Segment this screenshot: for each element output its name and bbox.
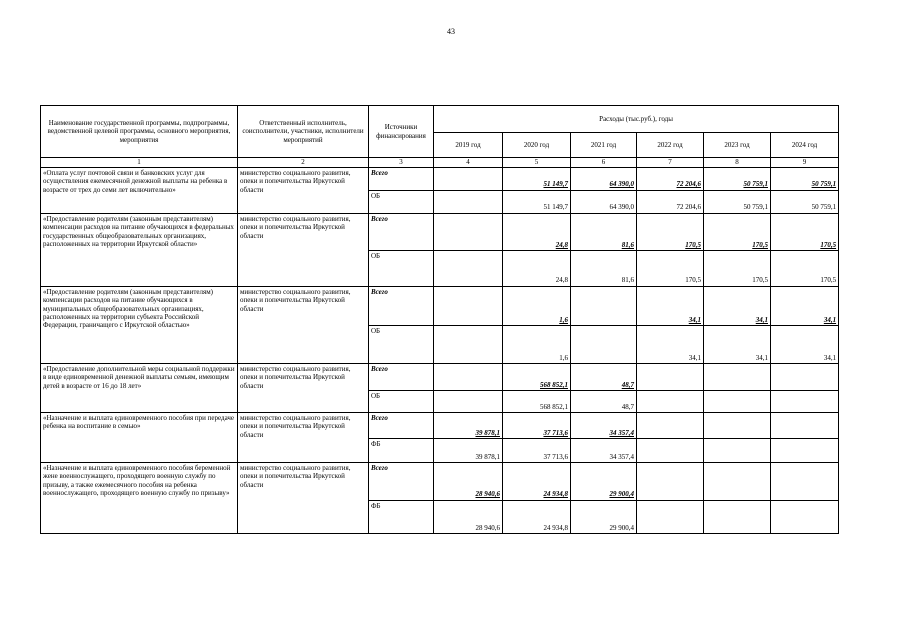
total-value-cell	[771, 462, 839, 500]
source-value-cell	[637, 500, 704, 534]
source-value-cell: 39 878,1	[434, 438, 503, 462]
source-value-cell: 24 934,8	[503, 500, 571, 534]
header-year: 2024 год	[771, 133, 839, 158]
source-value-cell: 64 390,0	[571, 190, 637, 213]
source-value-cell: 170,5	[771, 251, 839, 286]
total-value-cell: 34,1	[637, 286, 704, 326]
total-value-cell	[434, 363, 503, 390]
source-value-cell: 1,6	[503, 326, 571, 364]
executor-cell: министерство социального развития, опеки и попечительства Иркутской области	[238, 213, 369, 286]
total-value-cell	[434, 213, 503, 251]
source-label-cell: ФБ	[369, 500, 434, 534]
column-number: 3	[369, 158, 434, 168]
source-label-cell: ОБ	[369, 326, 434, 364]
column-number: 6	[571, 158, 637, 168]
source-value-cell: 50 759,1	[704, 190, 771, 213]
source-value-cell: 37 713,6	[503, 438, 571, 462]
source-value-cell	[771, 391, 839, 413]
source-label-cell: ОБ	[369, 190, 434, 213]
total-value-cell: 34 357,4	[571, 412, 637, 438]
source-value-cell: 24,8	[503, 251, 571, 286]
source-value-cell	[434, 326, 503, 364]
total-value-cell	[637, 412, 704, 438]
total-value-cell: 50 759,1	[704, 167, 771, 190]
total-value-cell: 28 940,6	[434, 462, 503, 500]
source-value-cell	[704, 391, 771, 413]
source-value-cell: 34,1	[704, 326, 771, 364]
total-value-cell: 24,8	[503, 213, 571, 251]
table-row	[41, 213, 839, 251]
source-value-cell: 170,5	[637, 251, 704, 286]
source-value-cell	[434, 391, 503, 413]
column-number: 1	[41, 158, 238, 168]
source-value-cell: 48,7	[571, 391, 637, 413]
total-value-cell: 170,5	[771, 213, 839, 251]
header-year: 2020 год	[503, 133, 571, 158]
table-row	[41, 286, 839, 326]
executor-cell: министерство социального развития, опеки и попечительства Иркутской области	[238, 412, 369, 462]
total-value-cell: 37 713,6	[503, 412, 571, 438]
source-value-cell	[434, 190, 503, 213]
total-value-cell: 29 900,4	[571, 462, 637, 500]
source-value-cell: 34 357,4	[571, 438, 637, 462]
total-value-cell: 81,6	[571, 213, 637, 251]
source-value-cell: 72 204,6	[637, 190, 704, 213]
total-label-cell: Всего	[369, 213, 434, 251]
program-name-cell: «Предоставление родителям (законным представителям) компенсации расходов на питание обучающихся в муниципальных общеобразовательных организациях, расположенных на территории субъекта Российской Федерации, граничащего с Иркутской областью»	[41, 286, 238, 363]
source-value-cell: 34,1	[771, 326, 839, 364]
total-value-cell	[571, 286, 637, 326]
total-value-cell	[771, 412, 839, 438]
source-value-cell: 170,5	[704, 251, 771, 286]
source-value-cell	[637, 391, 704, 413]
table-row	[41, 167, 839, 190]
executor-cell: министерство социального развития, опеки и попечительства Иркутской области	[238, 167, 369, 213]
total-value-cell: 24 934,8	[503, 462, 571, 500]
total-value-cell	[637, 462, 704, 500]
source-value-cell: 28 940,6	[434, 500, 503, 534]
header-year: 2019 год	[434, 133, 503, 158]
total-value-cell	[434, 286, 503, 326]
total-value-cell: 1,6	[503, 286, 571, 326]
total-value-cell: 51 149,7	[503, 167, 571, 190]
column-number: 7	[637, 158, 704, 168]
table-row	[41, 412, 839, 438]
page-number: 43	[447, 27, 455, 36]
program-name-cell: «Назначение и выплата единовременного пособия при передаче ребенка на воспитание в семью»	[41, 412, 238, 462]
total-value-cell: 48,7	[571, 363, 637, 390]
column-number: 5	[503, 158, 571, 168]
program-name-cell: «Оплата услуг почтовой связи и банковских услуг для осуществления ежемесячной денежной выплаты на ребенка в возрасте от трех до семи лет включительно»	[41, 167, 238, 213]
source-value-cell	[434, 251, 503, 286]
column-number: 8	[704, 158, 771, 168]
total-value-cell	[704, 363, 771, 390]
total-value-cell	[771, 363, 839, 390]
source-label-cell: ОБ	[369, 251, 434, 286]
table-row	[41, 462, 839, 500]
executor-cell: министерство социального развития, опеки и попечительства Иркутской области	[238, 286, 369, 363]
header-year: 2022 год	[637, 133, 704, 158]
header-year: 2021 год	[571, 133, 637, 158]
source-value-cell: 34,1	[637, 326, 704, 364]
executor-cell: министерство социального развития, опеки и попечительства Иркутской области	[238, 462, 369, 533]
column-number: 9	[771, 158, 839, 168]
source-value-cell: 568 852,1	[503, 391, 571, 413]
total-value-cell	[704, 462, 771, 500]
total-label-cell: Всего	[369, 167, 434, 190]
program-name-cell: «Предоставление дополнительной меры социальной поддержки в виде единовременной денежной выплаты семьям, имеющим детей в возрасте от 16 до 18 лет»	[41, 363, 238, 412]
source-value-cell	[704, 438, 771, 462]
header-program-name: Наименование государственной программы, подпрограммы, ведомственной целевой программы, основного мероприятия, мероприятия	[41, 106, 238, 158]
program-name-cell: «Предоставление родителям (законным представителям) компенсации расходов на питание обучающихся в федеральных государственных общеобразовательных организациях, расположенных на территории Иркутской области»	[41, 213, 238, 286]
source-value-cell: 81,6	[571, 251, 637, 286]
total-value-cell: 568 852,1	[503, 363, 571, 390]
source-value-cell	[704, 500, 771, 534]
total-value-cell	[434, 167, 503, 190]
total-label-cell: Всего	[369, 286, 434, 326]
total-label-cell: Всего	[369, 363, 434, 390]
total-label-cell: Всего	[369, 462, 434, 500]
total-value-cell: 72 204,6	[637, 167, 704, 190]
total-value-cell: 64 390,0	[571, 167, 637, 190]
source-value-cell	[771, 500, 839, 534]
source-value-cell: 50 759,1	[771, 190, 839, 213]
header-funding-source: Источники финансирования	[369, 106, 434, 158]
source-value-cell: 51 149,7	[503, 190, 571, 213]
header-executor: Ответственный исполнитель, соисполнители, участники, исполнители мероприятий	[238, 106, 369, 158]
source-value-cell	[771, 438, 839, 462]
total-label-cell: Всего	[369, 412, 434, 438]
source-label-cell: ФБ	[369, 438, 434, 462]
source-label-cell: ОБ	[369, 391, 434, 413]
total-value-cell	[704, 412, 771, 438]
total-value-cell: 50 759,1	[771, 167, 839, 190]
program-name-cell: «Назначение и выплата единовременного пособия беременной жене военнослужащего, проходящего военную службу по призыву, а также ежемесячного пособия на ребенка военнослужащего, проходящего военную службу по призыву»	[41, 462, 238, 533]
total-value-cell: 170,5	[637, 213, 704, 251]
column-number: 2	[238, 158, 369, 168]
total-value-cell: 34,1	[704, 286, 771, 326]
source-value-cell	[637, 438, 704, 462]
total-value-cell: 170,5	[704, 213, 771, 251]
total-value-cell	[637, 363, 704, 390]
header-year: 2023 год	[704, 133, 771, 158]
expenses-table	[40, 105, 839, 534]
column-number: 4	[434, 158, 503, 168]
total-value-cell: 34,1	[771, 286, 839, 326]
total-value-cell: 39 878,1	[434, 412, 503, 438]
table-row	[41, 363, 839, 390]
header-expenses: Расходы (тыс.руб.), годы	[434, 106, 839, 133]
source-value-cell: 29 900,4	[571, 500, 637, 534]
executor-cell: министерство социального развития, опеки и попечительства Иркутской области	[238, 363, 369, 412]
source-value-cell	[571, 326, 637, 364]
